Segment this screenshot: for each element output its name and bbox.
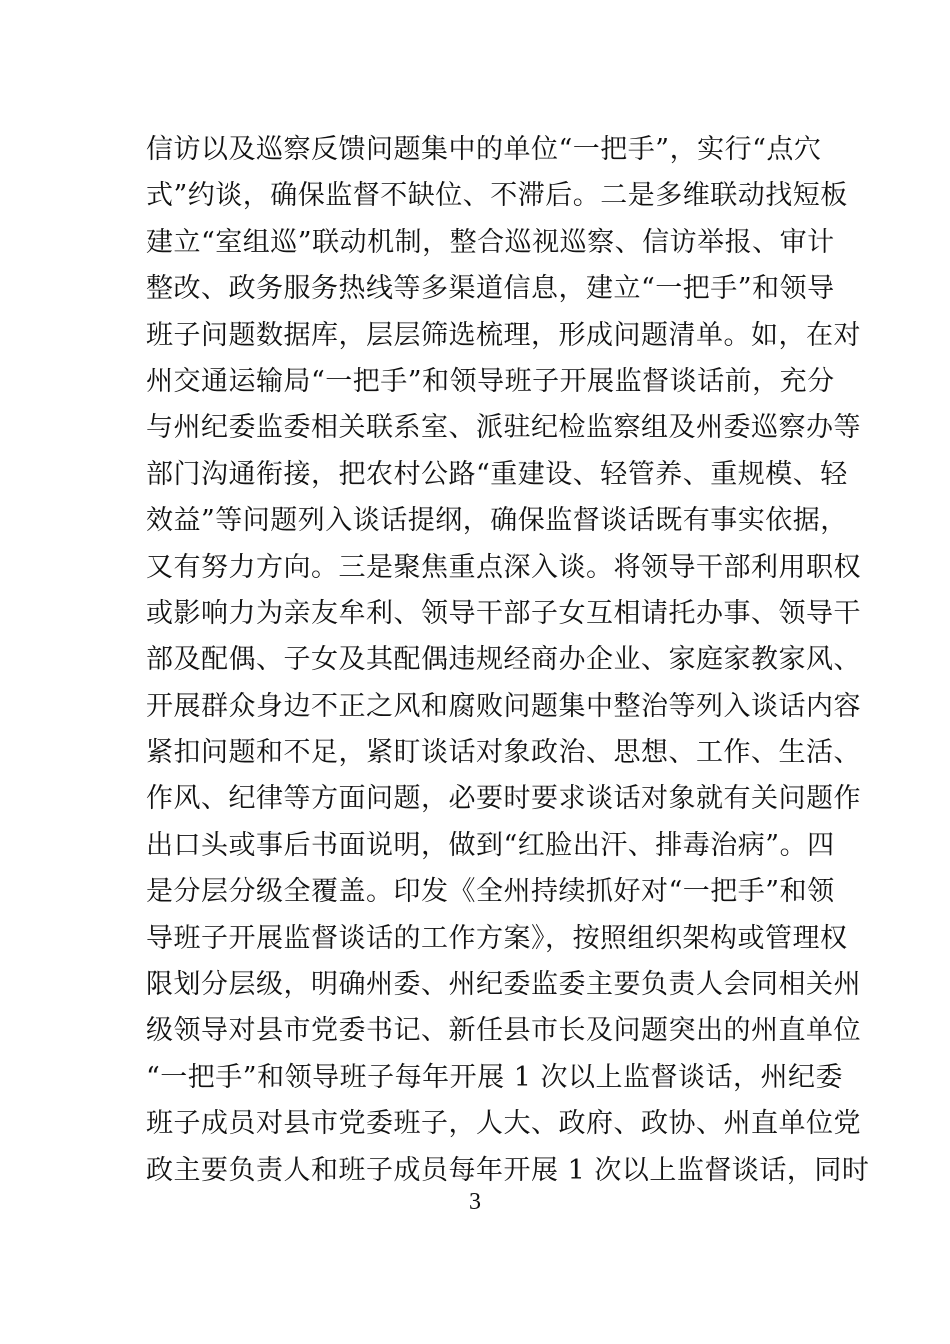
text-line: 是分层分级全覆盖。印发《全州持续抓好对“一把手”和领	[146, 876, 835, 908]
text-line: 班子问题数据库，层层筛选梳理，形成问题清单。如，在对	[146, 319, 861, 351]
text-line: “一把手”和领导班子每年开展 1 次以上监督谈话，州纪委	[146, 1061, 843, 1093]
text-line: 效益”等问题列入谈话提纲，确保监督谈话既有事实依据，	[146, 505, 848, 537]
body-paragraph	[146, 127, 870, 1194]
text-line: 班子成员对县市党委班子，人大、政府、政协、州直单位党	[146, 1108, 861, 1140]
text-line: 又有努力方向。三是聚焦重点深入谈。将领导干部利用职权	[146, 551, 861, 583]
text-line: 政主要负责人和班子成员每年开展 1 次以上监督谈话，同时	[146, 1154, 870, 1186]
text-line: 级领导对县市党委书记、新任县市长及问题突出的州直单位	[146, 1015, 861, 1047]
text-line: 州交通运输局“一把手”和领导班子开展监督谈话前，充分	[146, 365, 835, 397]
text-line: 导班子开展监督谈话的工作方案》，按照组织架构或管理权	[146, 922, 848, 954]
text-line: 部及配偶、子女及其配偶违规经商办企业、家庭家教家风、	[146, 644, 861, 676]
text-line: 开展群众身边不正之风和腐败问题集中整治等列入谈话内容	[146, 690, 861, 722]
text-line: 式”约谈，确保监督不缺位、不滞后。二是多维联动找短板	[146, 180, 848, 212]
text-line: 紧扣问题和不足，紧盯谈话对象政治、思想、工作、生活、	[146, 737, 861, 769]
text-line: 建立“室组巡”联动机制，整合巡视巡察、信访举报、审计	[146, 226, 835, 258]
text-line: 限划分层级，明确州委、州纪委监委主要负责人会同相关州	[146, 969, 861, 1001]
text-line: 与州纪委监委相关联系室、派驻纪检监察组及州委巡察办等	[146, 412, 861, 444]
text-line: 出口头或事后书面说明，做到“红脸出汗、排毒治病”。四	[146, 829, 835, 861]
page-number: 3	[469, 1189, 481, 1215]
text-line: 信访以及巡察反馈问题集中的单位“一把手”，实行“点穴	[146, 134, 822, 165]
text-line: 整改、政务服务热线等多渠道信息，建立“一把手”和领导	[146, 273, 835, 305]
text-line: 或影响力为亲友牟利、领导干部子女互相请托办事、领导干	[146, 597, 861, 629]
text-line: 部门沟通衔接，把农村公路“重建设、轻管养、重规模、轻	[146, 458, 848, 490]
text-line: 作风、纪律等方面问题，必要时要求谈话对象就有关问题作	[146, 783, 861, 815]
